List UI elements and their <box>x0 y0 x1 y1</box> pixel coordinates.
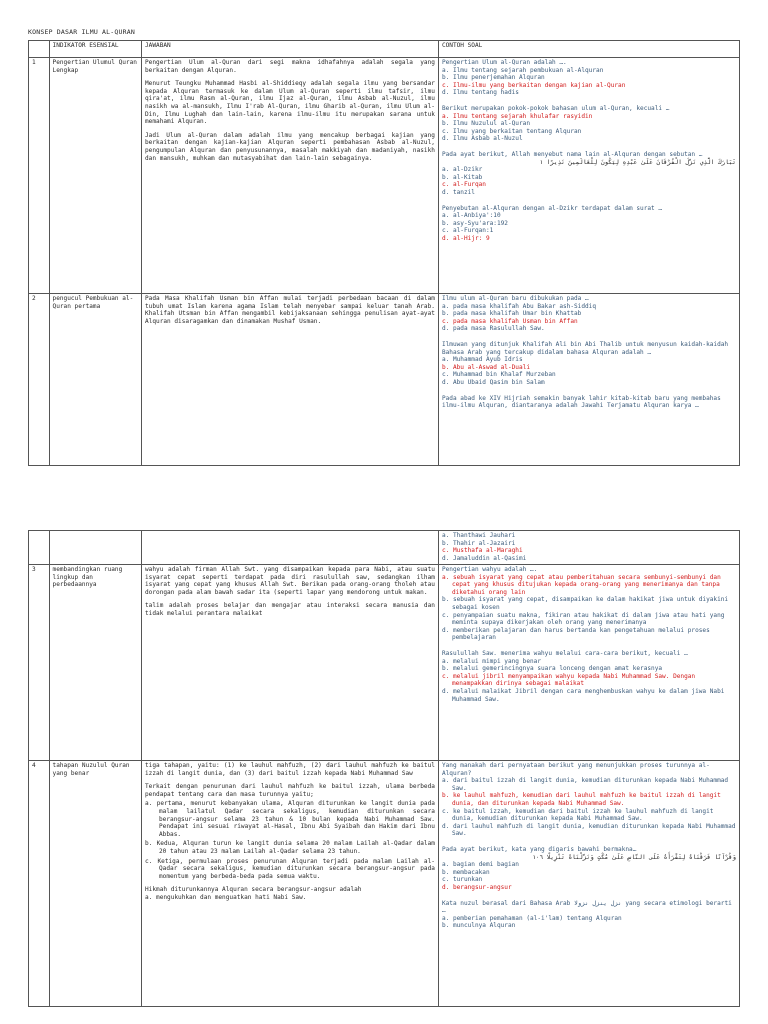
answer-option: d. pada masa Rasulullah Saw. <box>441 325 545 333</box>
indikator-cell: tahapan Nuzulul Quran yang benar <box>49 761 141 1007</box>
header-jawaban: JAWABAN <box>142 41 439 58</box>
answer-option: a. Muhammad Ayub Idris <box>441 356 523 364</box>
row-number: 1 <box>29 58 50 294</box>
answer-option: d. Abu Ubaid Qasim bin Salam <box>441 378 545 386</box>
answer-option: b. al-Kitab <box>441 173 483 181</box>
question-text: Pengertian wahyu adalah …. <box>441 566 538 573</box>
question-block <box>442 762 736 838</box>
answer-option: d. memberikan pelajaran dan harus bertanda kan pengetahuan melalui proses pembelajaran <box>441 626 710 642</box>
row-number: 3 <box>29 565 50 761</box>
answer-option: d. al-Hijr: 9 <box>441 234 490 242</box>
answer-option: a. Ilmu tentang sejarah pembukuan al-Alquran <box>441 66 604 74</box>
option-list <box>442 658 736 704</box>
answer-option: c. al-Furqan <box>441 181 486 189</box>
table-row <box>29 294 740 466</box>
answer-option: b. sebuah isyarat yang cepat, disampaikan ke dalam hakikat jiwa untuk diyakini sebagai kosen <box>441 596 729 611</box>
jawaban-paragraph: wahyu adalah firman Allah Swt. yang disampaikan kepada para Nabi, atau suatu isyarat cepat seperti terdapat pada diri rasulullah saw, sedangkan ilham isyarat yang cepat yang khusus Allah Swt. Berikan pada orang-orang tholeh atau dorongan pada alam bawah sadar ita (seperti lapar yang mendorong untuk makan. <box>145 566 435 596</box>
option-list <box>442 303 736 333</box>
question-block <box>442 205 736 243</box>
question-block <box>442 566 736 642</box>
question-text: Berikut merupakan pokok-pokok bahasan ulum al-Quran, kecuali … <box>441 104 670 112</box>
indikator-cell: pengucul Pembukuan al-Quran pertama <box>49 294 141 466</box>
answer-option: d. berangsur-angsur <box>441 883 512 891</box>
jawaban-cell <box>142 294 439 466</box>
option-list <box>442 574 736 642</box>
jawaban-list <box>145 800 435 880</box>
question-text: Ilmuwan yang ditunjuk Khalifah Ali bin Abi Thalib untuk menyusun kaidah-kaidah Bahasa Arab yang tercakup didalam bahasa Alquran adalah … <box>441 340 729 356</box>
answer-option: d. Jamaluddin al-Qasimi <box>441 554 527 562</box>
question-text: Penyebutan al-Alquran dengan al-Dzikr terdapat dalam surat … <box>441 204 663 212</box>
arabic-verse: تَبَارَكَ الَّذِي نَزَّلَ الْفُرْقَانَ عَلَىٰ عَبْدِهِ لِيَكُونَ لِلْعَالَمِينَ نَذِيرًا ١ <box>539 158 736 166</box>
jawaban-paragraph: Hikmah diturunkannya Alquran secara berangsur-angsur adalah <box>145 886 362 894</box>
question-block <box>442 59 736 97</box>
question-block <box>442 900 736 930</box>
list-item: c. Ketiga, permulaan proses penurunan Alquran terjadi pada malam Lailah al-Qadar secara sekaligus, kemudian diturunkan secara berangsur-angsur pada momentum yang berbeda-beda pada semua waktu. <box>145 857 435 880</box>
table-page-1 <box>28 40 740 466</box>
jawaban-cell <box>142 565 439 761</box>
answer-option: b. ke lauhul mahfuzh, kemudian dari lauhul mahfuzh ke baitul izzah di langit dunia, dan diturunkan kepada Nabi Muhammad Saw. <box>441 792 721 807</box>
answer-option: b. membacakan <box>441 868 490 876</box>
answer-option: a. al-Anbiya':10 <box>441 212 501 220</box>
table-row <box>29 761 740 1007</box>
jawaban-paragraph: Pengertian Ulum al-Quran dari segi makna idhafahnya adalah segala yang berkaitan dengan Alquran. <box>145 59 435 74</box>
answer-option: a. Thanthawi Jauhari <box>441 532 516 539</box>
list-item: a. pertama, menurut kebanyakan ulama, Alquran diturunkan ke langit dunia pada malam lailatul Qadar secara sekaligus, kemudian diturunkan secara berangsur-angsur selama 23 tahun & 10 bulan kepada Nabi Muhammad Saw. Pendapat ini sesuai riwayat al-Hasal, Ibnu Abi Syaibah dan Hakim dari Ibnu Abbas. <box>145 800 435 838</box>
indikator-cell: Pengertian Ulumul Quran Lengkap <box>49 58 141 294</box>
answer-option: d. dari lauhul mahfuzh di langit dunia, kemudian diturunkan kepada Nabi Muhammad Saw. <box>441 822 736 838</box>
indikator-cell: membandingkan ruang lingkup dan perbedaannya <box>49 565 141 761</box>
answer-option: d. Ilmu Asbab al-Nuzul <box>441 135 523 143</box>
question-block <box>442 846 736 892</box>
jawaban-paragraph: a. mengukuhkan dan menguatkan hati Nabi Saw. <box>145 893 307 901</box>
option-list <box>442 113 736 143</box>
answer-option: a. al-Dzikr <box>441 166 483 174</box>
question-text: Pada ayat berikut, kata yang digaris bawahi bermakna… <box>441 845 637 853</box>
answer-option: c. turunkan <box>441 876 483 884</box>
soal-cell <box>438 565 739 761</box>
question-text: Ilmu ulum al-Quran baru dibukukan pada … <box>441 295 589 302</box>
question-text: Yang manakah dari pernyataan berikut yang menunjukkan proses turunnya al-Alquran? <box>441 762 710 777</box>
answer-option: c. pada masa khalifah Usman bin Affan <box>441 317 578 325</box>
soal-cell <box>438 761 739 1007</box>
header-no <box>29 41 50 58</box>
answer-option: c. Ilmu yang berkaitan tentang Alquran <box>441 127 582 135</box>
jawaban-paragraph: Jadi Ulum al-Quran dalam adalah ilmu yang mencakup berbagai kajian yang berkaitan dengan kajian-kajian Alquran seperti pembahasan Asbab al-Nuzul, pengumpulan Alquran dan penyusunannya, masalah makkiyah dan madaniyah, nasikh dan mansukh, muhkam dan mutasyabihat dan lain-lain sebagainya. <box>145 131 435 162</box>
jawaban-paragraph: tiga tahapan, yaitu: (1) ke lauhul mahfuzh, (2) dari lauhul mahfuzh ke baitul izzah di langit dunia, dan (3) dari baitul izzah kepada Nabi Muhammad Saw <box>145 762 435 777</box>
answer-option: c. penyampaian suatu makna, fikiran atau hakikat di dalam jiwa atau hati yang meminta supaya dikerjakan oleh orang yang menerimanya <box>441 611 725 627</box>
row-number: 4 <box>29 761 50 1007</box>
header-contoh-soal: CONTOH SOAL <box>438 41 739 58</box>
question-block <box>442 151 736 197</box>
answer-option: c. al-Furqan:1 <box>441 227 494 235</box>
answer-option: b. Abu al-Aswad al-Duali <box>441 363 530 371</box>
question-text: Kata nuzul berasal dari Bahasa Arab نزل ينزل نزولا yang secara etimologi berarti … <box>441 899 732 915</box>
row-number: 2 <box>29 294 50 466</box>
table-page-2 <box>28 530 740 1007</box>
answer-option: a. dari baitul izzah di langit dunia, kemudian diturunkan kepada Nabi Muhammad Saw. <box>441 777 729 792</box>
answer-option: b. asy-Syu'ara:192 <box>441 219 508 227</box>
option-list <box>442 212 736 242</box>
answer-option: a. pada masa khalifah Abu Bakar ash-Siddiq <box>441 302 597 310</box>
jawaban-paragraph: Pada Masa Khalifah Usman bin Affan mulai terjadi perbedaan bacaan di dalam tubuh umat Islam karena agama Islam telah menyebar sampai keluar tanah Arab. Khalifah Utsman bin Affan mengambil kebijaksanaan sehingga penulisan ayat-ayat Alquran disaragamkan dan dinamakan Mushaf Usman. <box>145 295 435 325</box>
table-row <box>29 565 740 761</box>
question-text: Pada abad ke XIV Hijriah semakin banyak lahir kitab-kitab baru yang membahas ilmu-ilmu Alquran, diantaranya adalah Jawahi Terjamatu Alquran karya … <box>441 394 721 410</box>
question-block <box>442 395 736 410</box>
jawaban-paragraph: Menurut Teungku Muhammad Hasbi al-Shiddieqy adalah segala ilmu yang bersandar kepada Alquran termasuk ke dalam Ulum al-Quran seperti ilmu tafsir, ilmu qira'at, ilmu Rasm al-Quran, ilmu Ijaz al-Quran, ilmu Asbab al-Nuzul, ilmu nasikh wa al-mansukh, Ilmu I'rab Al-Quran, ilmu Gharib al-Quran, ilmu Ulum al-Din, Ilmu Lughah dan lain-lain, karena ilmu-ilmu itu merupakan sarana untuk memahami Alquran. <box>145 80 435 126</box>
answer-option: a. sebuah isyarat yang cepat atau pemberitahuan secara sembunyi-sembunyi dan cepat yang khusus ditujukan kepada orang-orang yang menerimanya dan tanpa diketahui orang lain <box>441 573 721 596</box>
answer-option: b. munculnya Alquran <box>441 922 516 930</box>
answer-option: a. pemberian pemahaman (al-i'lam) tentang Alquran <box>441 914 622 922</box>
question-block <box>442 295 736 333</box>
option-list <box>442 166 736 196</box>
answer-option: c. melalui jibril menyampaikan wahyu kepada Nabi Muhammad Saw. Dengan menampakkan dirinya sebagai malaikat <box>441 672 696 688</box>
answer-option: b. Thahir al-Jazairi <box>441 539 516 547</box>
answer-option: d. Ilmu tentang hadis <box>441 89 519 97</box>
list-item: b. Kedua, Alquran turun ke langit dunia selama 20 malam Lailah al-Qadar dalam 20 tahun atau 23 malam Lailah al-Qadar selama 23 tahun. <box>145 840 435 855</box>
option-list <box>442 915 736 930</box>
answer-option: b. Ilmu Nuzulul al-Quran <box>441 120 530 128</box>
answer-option: b. pada masa khalifah Umar bin Khattab <box>441 310 582 318</box>
option-list <box>442 532 736 562</box>
question-text: Rasulullah Saw. menerima wahyu melalui cara-cara berikut, kecuali … <box>441 649 688 657</box>
option-list <box>442 861 736 891</box>
answer-option: d. tanzil <box>441 188 475 196</box>
answer-option: c. ke baitul izzah, kemudian dari baitul izzah ke lauhul mahfuzh di langit dunia, kemudian diturunkan kepada Nabi Muhammad Saw. <box>441 807 714 823</box>
jawaban-paragraph: Terkait dengan penurunan dari lauhul mahfuzh ke baitul izzah, ulama berbeda pendapat tentang cara dan masa turunnya yaitu; <box>145 783 435 798</box>
soal-cell <box>438 58 739 294</box>
question-text: Pengertian Ulum al-Quran adalah …. <box>441 59 567 66</box>
answer-option: b. Ilmu penerjemahan Alquran <box>441 74 545 82</box>
header-indikator: INDIKATOR ESENSIAL <box>49 41 141 58</box>
option-list <box>442 356 736 386</box>
answer-option: a. melalui mimpi yang benar <box>441 657 541 665</box>
answer-option: c. Muhammad bin Khalaf Murzeban <box>441 371 556 379</box>
jawaban-paragraph: talim adalah proses belajar dan mengajar atau interaksi secara manusia dan tidak melalui perantara malaikat <box>145 602 435 617</box>
soal-cell <box>438 294 739 466</box>
page-title: KONSEP DASAR ILMU AL-QURAN <box>28 28 135 36</box>
answer-option: c. Ilmu-ilmu yang berkaitan dengan kajian al-Quran <box>441 81 626 89</box>
arabic-verse: وَقُرْآنًا فَرَقْنَاهُ لِتَقْرَأَهُ عَلَى النَّاسِ عَلَىٰ مُكْثٍ وَنَزَّلْنَاهُ تَنْزِيلًا ١٠٦ <box>532 853 736 861</box>
jawaban-cell <box>142 58 439 294</box>
question-block <box>442 341 736 387</box>
option-list <box>442 777 736 838</box>
answer-option: a. Ilmu tentang sejarah khulafar rasyidin <box>441 112 593 120</box>
jawaban-cell <box>142 761 439 1007</box>
answer-option: c. Musthafa al-Maraghi <box>441 547 523 555</box>
question-block <box>442 105 736 143</box>
table-row <box>29 58 740 294</box>
question-text: Pada ayat berikut, Allah menyebut nama lain al-Alquran dengan sebutan … <box>441 150 703 158</box>
question-block <box>442 650 736 703</box>
option-list <box>442 67 736 97</box>
table-header-row <box>29 41 740 58</box>
soal-cell <box>438 531 739 565</box>
answer-option: d. melalui malaikat Jibril dengan cara menghembuskan wahyu ke dalam jiwa Nabi Muhammad Saw. <box>441 687 725 703</box>
table-row <box>29 531 740 565</box>
answer-option: b. melalui gemerincingnya suara lonceng dengan amat kerasnya <box>441 665 663 673</box>
answer-option: a. bagian demi bagian <box>441 861 519 869</box>
